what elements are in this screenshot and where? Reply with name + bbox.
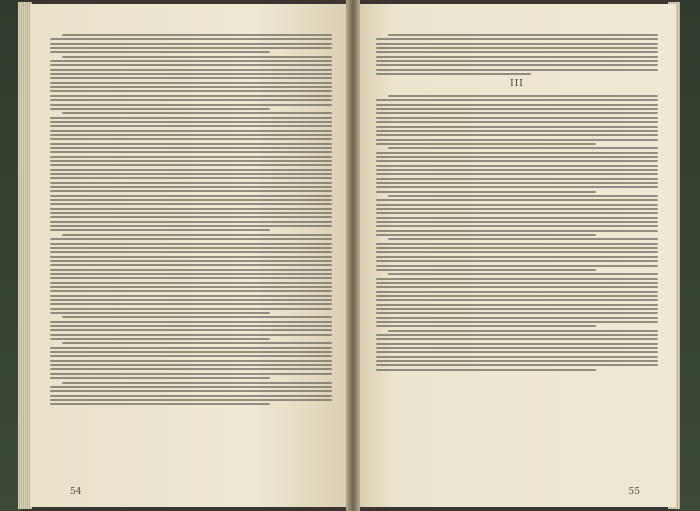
text-line (62, 234, 332, 236)
text-line (376, 251, 658, 253)
text-line (50, 368, 332, 370)
text-line (376, 134, 658, 136)
text-line (376, 369, 596, 371)
text-line (50, 82, 332, 84)
text-line (50, 51, 270, 53)
text-line (376, 43, 658, 45)
text-line (50, 295, 332, 297)
text-line (376, 130, 658, 132)
text-line (50, 38, 332, 40)
text-line (50, 130, 332, 132)
text-line (50, 186, 332, 188)
text-line (50, 208, 332, 210)
text-line (50, 99, 332, 101)
text-line (50, 121, 332, 123)
right-page-number: 55 (628, 487, 640, 497)
text-line (50, 212, 332, 214)
text-line (376, 217, 658, 219)
text-line (376, 56, 658, 58)
text-line (50, 147, 332, 149)
text-line (50, 347, 332, 349)
left-page-text (50, 34, 332, 477)
left-page (30, 4, 350, 507)
text-line (62, 342, 332, 344)
text-line (50, 360, 332, 362)
text-line (50, 43, 332, 45)
text-line (62, 112, 332, 114)
text-line (376, 152, 658, 154)
text-line (50, 203, 332, 205)
text-line (50, 256, 332, 258)
text-line (50, 273, 332, 275)
text-line (376, 243, 658, 245)
text-line (50, 199, 332, 201)
text-line (376, 334, 658, 336)
text-line (376, 51, 658, 53)
text-line (50, 173, 332, 175)
text-line (50, 286, 332, 288)
text-line (50, 308, 332, 310)
text-line (50, 299, 332, 301)
right-page (356, 4, 676, 507)
text-line (50, 182, 332, 184)
text-line (376, 265, 658, 267)
text-line (376, 356, 658, 358)
text-line (50, 216, 332, 218)
text-line (376, 234, 596, 236)
text-line (62, 56, 332, 58)
text-line (388, 95, 658, 97)
text-line (50, 260, 332, 262)
text-line (376, 317, 658, 319)
text-line (376, 139, 658, 141)
text-line (50, 399, 332, 401)
text-line (376, 282, 658, 284)
text-line (376, 191, 596, 193)
text-line (376, 117, 658, 119)
text-line (50, 269, 332, 271)
text-line (50, 104, 332, 106)
text-line (50, 47, 332, 49)
text-line (376, 321, 658, 323)
text-line (50, 247, 332, 249)
text-line (50, 395, 332, 397)
text-line (50, 221, 332, 223)
text-line (376, 182, 658, 184)
text-line (376, 69, 658, 71)
text-line (50, 312, 270, 314)
text-line (376, 304, 658, 306)
text-line (50, 243, 332, 245)
text-line (376, 47, 658, 49)
text-line (376, 364, 658, 366)
text-line (50, 290, 332, 292)
text-line (50, 134, 332, 136)
text-line (50, 143, 332, 145)
text-line (376, 143, 596, 145)
text-line (376, 112, 658, 114)
text-line (50, 151, 332, 153)
text-line (50, 125, 332, 127)
text-line (50, 86, 332, 88)
text-line (50, 229, 270, 231)
text-line (50, 73, 332, 75)
text-line (376, 360, 658, 362)
text-line (50, 277, 332, 279)
text-line (376, 256, 658, 258)
text-line (50, 60, 332, 62)
text-line (50, 303, 332, 305)
text-line (376, 160, 658, 162)
text-line (50, 321, 332, 323)
text-line (376, 347, 658, 349)
text-line (376, 221, 658, 223)
text-line (50, 108, 270, 110)
text-line (376, 325, 596, 327)
text-line (376, 199, 658, 201)
text-line (50, 329, 332, 331)
text-line (50, 338, 270, 340)
text-line (50, 377, 270, 379)
text-line (376, 343, 658, 345)
text-line (376, 178, 658, 180)
text-line (50, 225, 332, 227)
text-line (50, 164, 332, 166)
text-line (376, 312, 658, 314)
text-line (388, 34, 658, 36)
text-line (50, 160, 332, 162)
text-line (388, 273, 658, 275)
text-line (388, 195, 658, 197)
text-line (376, 260, 658, 262)
text-line (376, 38, 658, 40)
text-line (376, 278, 658, 280)
text-line (62, 382, 332, 384)
text-line (50, 177, 332, 179)
text-line (50, 190, 332, 192)
text-line (376, 225, 658, 227)
text-line (50, 90, 332, 92)
text-line (376, 351, 658, 353)
text-line (388, 238, 658, 240)
text-line (50, 334, 332, 336)
text-line (376, 299, 658, 301)
text-line (50, 390, 332, 392)
text-line (50, 156, 332, 158)
text-line (50, 95, 332, 97)
text-line (50, 355, 332, 357)
text-line (376, 73, 531, 75)
text-line (50, 351, 332, 353)
text-line (50, 364, 332, 366)
left-page-number: 54 (70, 487, 82, 497)
text-line (50, 264, 332, 266)
text-line (376, 230, 658, 232)
text-line (62, 316, 332, 318)
text-line (388, 330, 658, 332)
text-line (50, 251, 332, 253)
text-line (50, 77, 332, 79)
text-line (376, 173, 658, 175)
text-line (388, 147, 658, 149)
text-line (376, 60, 658, 62)
text-line (50, 138, 332, 140)
text-line (376, 126, 658, 128)
text-line (376, 308, 658, 310)
text-line (376, 212, 658, 214)
text-line (50, 325, 332, 327)
text-line (376, 104, 658, 106)
text-line (376, 204, 658, 206)
text-line (50, 169, 332, 171)
book-gutter (346, 0, 360, 511)
text-line (376, 99, 658, 101)
text-line (50, 64, 332, 66)
text-line (50, 386, 332, 388)
text-line (50, 69, 332, 71)
section-heading: III (510, 79, 524, 90)
text-line (376, 156, 658, 158)
text-line (376, 338, 658, 340)
text-line (376, 121, 658, 123)
text-line (376, 165, 658, 167)
text-line (376, 295, 658, 297)
text-line (376, 64, 658, 66)
right-page-text (376, 34, 658, 477)
text-line (50, 117, 332, 119)
text-line (50, 282, 332, 284)
text-line (376, 208, 658, 210)
text-line (376, 247, 658, 249)
text-line (376, 291, 658, 293)
text-line (50, 238, 332, 240)
text-line (376, 108, 658, 110)
text-line (50, 403, 270, 405)
text-line (62, 34, 332, 36)
text-line (50, 373, 332, 375)
text-line (376, 286, 658, 288)
text-line (376, 269, 596, 271)
text-line (376, 169, 658, 171)
text-line (50, 195, 332, 197)
text-line (376, 186, 658, 188)
